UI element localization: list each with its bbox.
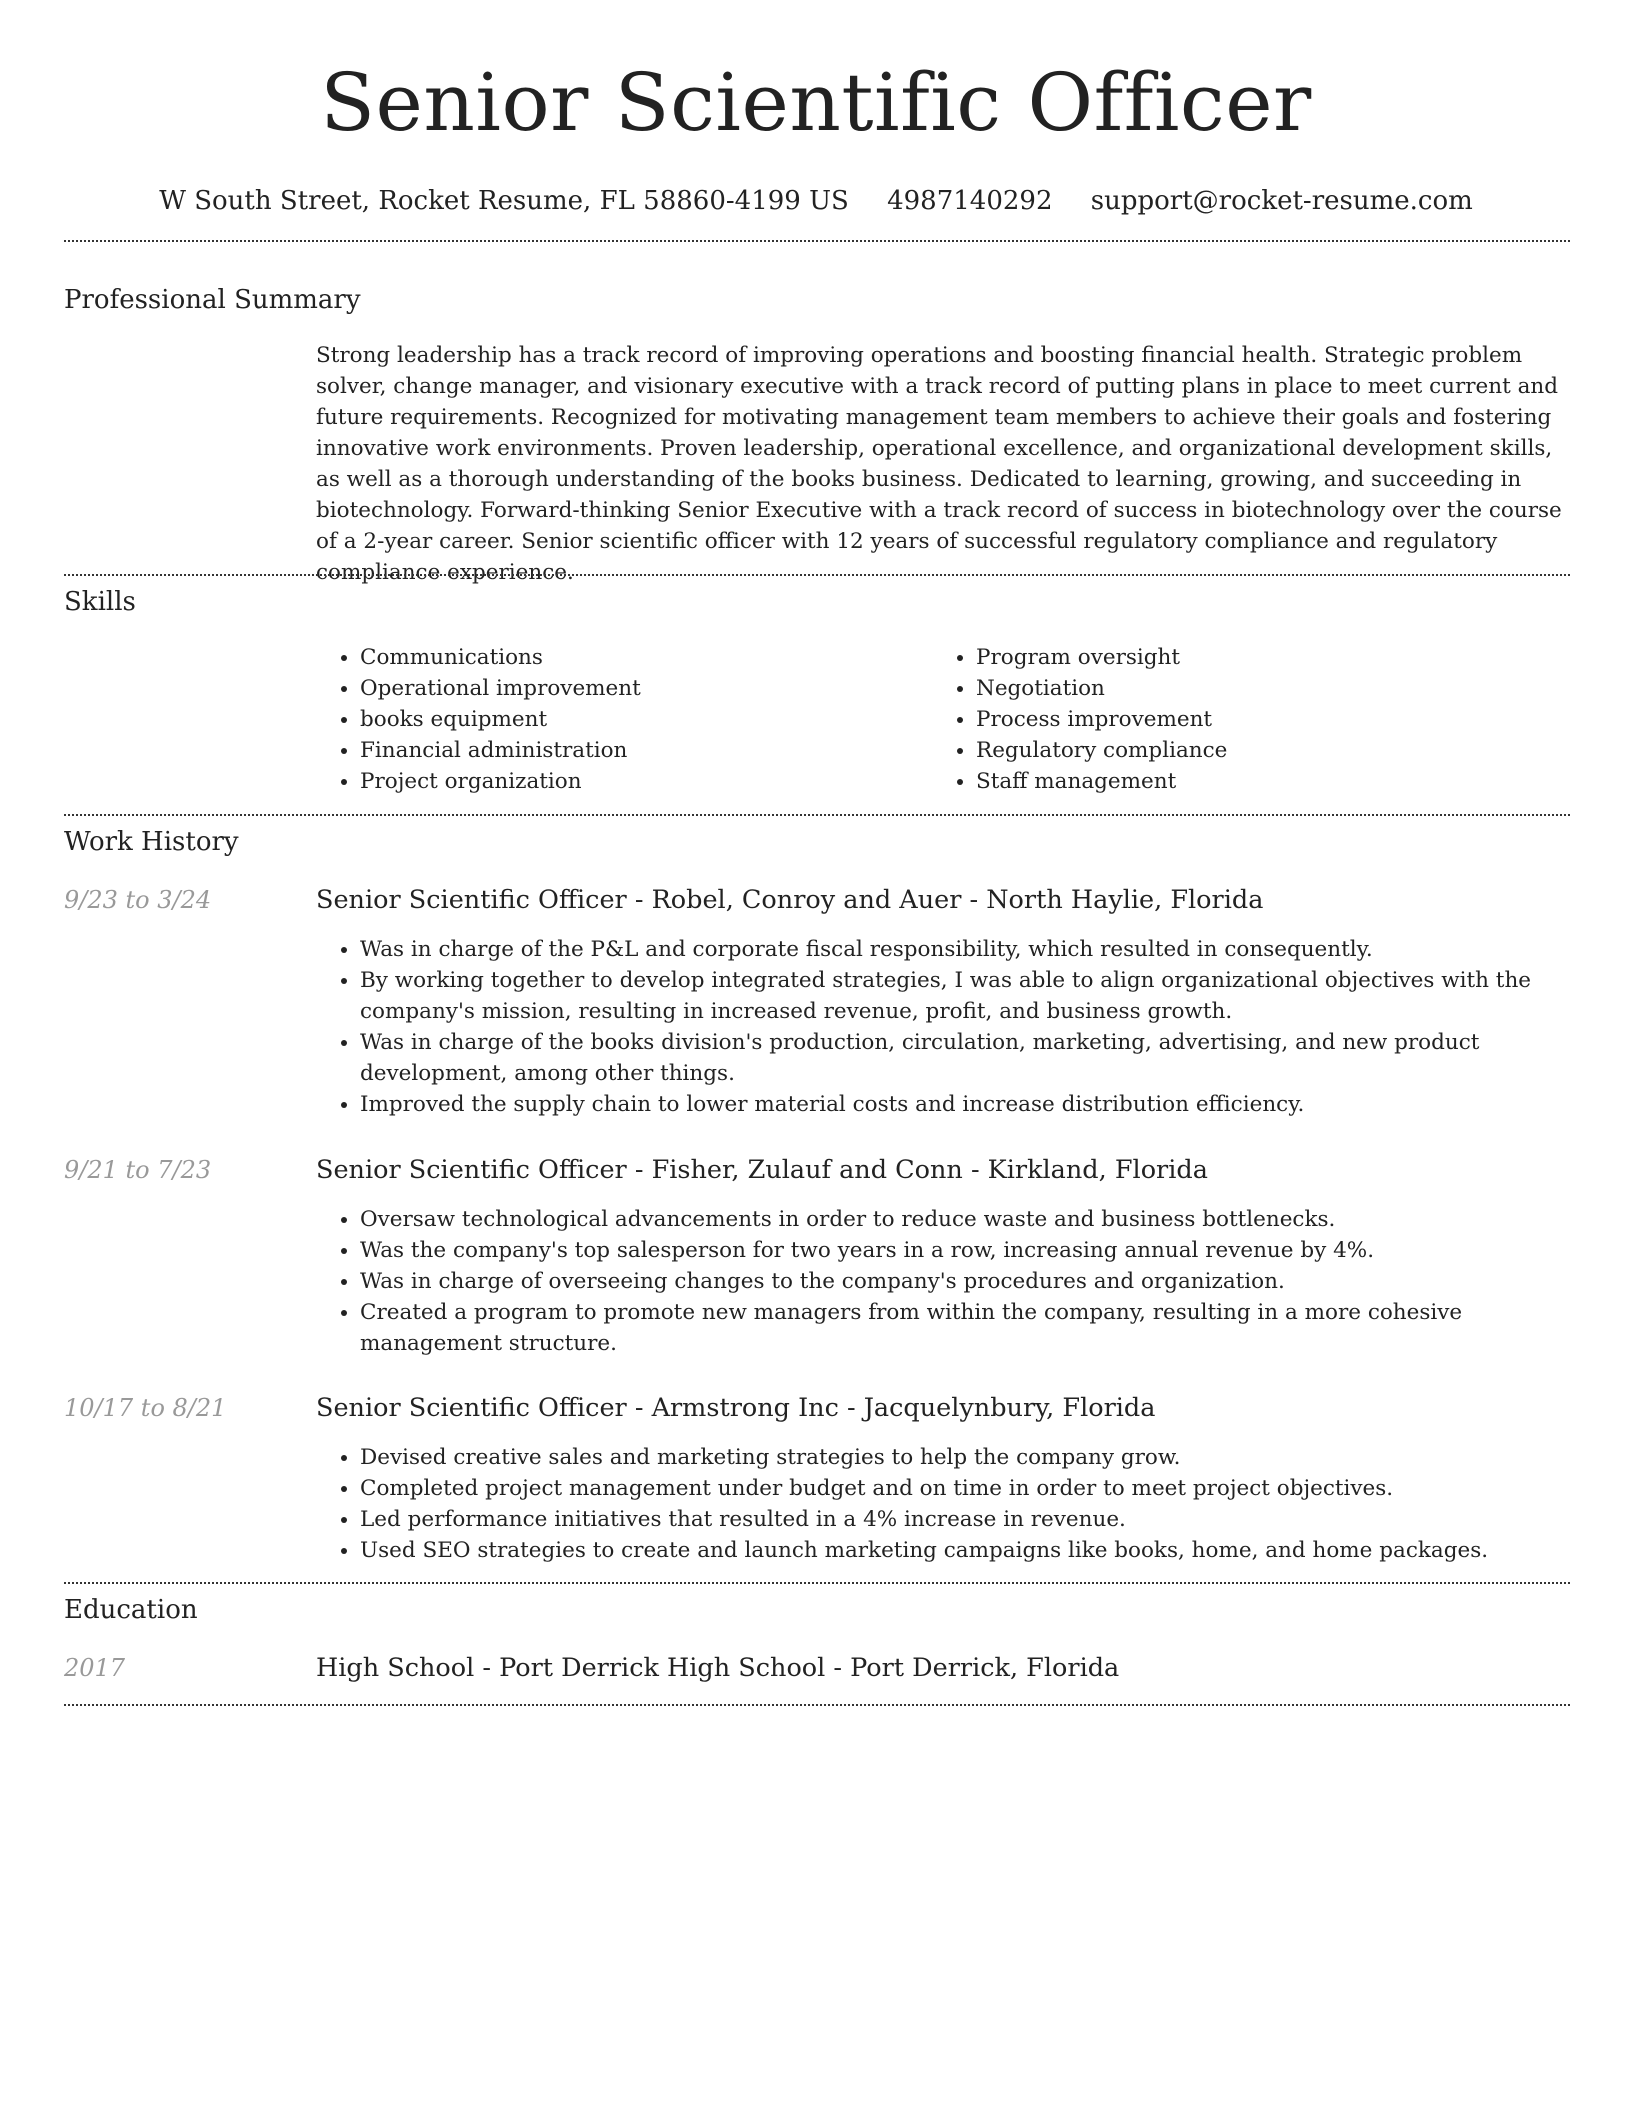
section-title-work: Work History (64, 827, 239, 857)
contact-email: support@rocket-resume.com (1090, 186, 1473, 216)
skill-item: • Regulatory compliance (976, 735, 1576, 766)
job-heading: Senior Scientific Officer - Fisher, Zulauf and Conn - Kirkland, Florida (316, 1155, 1208, 1185)
job-bullet: • Created a program to promote new managers from within the company, resulting in a more cohesive management structure. (360, 1297, 1572, 1359)
section-title-skills: Skills (64, 587, 136, 617)
divider (64, 240, 1570, 242)
job-bullet: • Was in charge of the P&L and corporate fiscal responsibility, which resulted in consequently. (360, 934, 1572, 965)
job-bullet: • Used SEO strategies to create and launch marketing campaigns like books, home, and home packages. (360, 1535, 1572, 1566)
skill-item: • Staff management (976, 766, 1576, 797)
job-bullet: • Was in charge of overseeing changes to the company's procedures and organization. (360, 1266, 1572, 1297)
skill-item: • Process improvement (976, 704, 1576, 735)
skills-list-left (316, 642, 960, 797)
resume-name: Senior Scientific Officer (320, 56, 1312, 149)
skill-item: • books equipment (360, 704, 960, 735)
skill-item: • Negotiation (976, 673, 1576, 704)
skill-item: • Financial administration (360, 735, 960, 766)
education-year: 2017 (64, 1654, 126, 1682)
skill-item: • Project organization (360, 766, 960, 797)
job-bullet: • By working together to develop integrated strategies, I was able to align organizational objectives with the company's mission, resulting in increased revenue, profit, and business growth. (360, 965, 1572, 1027)
job-heading: Senior Scientific Officer - Armstrong Inc - Jacquelynbury, Florida (316, 1393, 1156, 1423)
contact-line (0, 184, 1632, 218)
skill-item: • Program oversight (976, 642, 1576, 673)
divider (64, 1704, 1570, 1706)
job-bullet: • Devised creative sales and marketing strategies to help the company grow. (360, 1442, 1572, 1473)
job-bullets (316, 1442, 1572, 1566)
skills-list-right (932, 642, 1576, 797)
job-bullet: • Oversaw technological advancements in order to reduce waste and business bottlenecks. (360, 1204, 1572, 1235)
job-bullet: • Led performance initiatives that resulted in a 4% increase in revenue. (360, 1504, 1572, 1535)
contact-phone: 4987140292 (887, 186, 1053, 216)
job-dates: 10/17 to 8/21 (64, 1394, 227, 1422)
education-heading: High School - Port Derrick High School - Port Derrick, Florida (316, 1653, 1120, 1683)
contact-address: W South Street, Rocket Resume, FL 58860-4199 US (159, 186, 849, 216)
divider (64, 1582, 1570, 1584)
job-bullets (316, 1204, 1572, 1359)
job-heading: Senior Scientific Officer - Robel, Conroy and Auer - North Haylie, Florida (316, 885, 1264, 915)
job-bullet: • Completed project management under budget and on time in order to meet project objectives. (360, 1473, 1572, 1504)
divider (64, 814, 1570, 816)
skill-item: • Operational improvement (360, 673, 960, 704)
section-title-education: Education (64, 1595, 198, 1625)
job-bullets (316, 934, 1572, 1120)
job-bullet: • Was the company's top salesperson for two years in a row, increasing annual revenue by 4%. (360, 1235, 1572, 1266)
summary-text: Strong leadership has a track record of improving operations and boosting financial health. Strategic problem solver, change manager, and visionary executive with a track record of putting plans in place to meet current and future requirements. Recognized for motivating management team members to achieve their goals and fostering innovative work environments. Proven leadership, operational excellence, and organizational development skills, as well as a thorough understanding of the books business. Dedicated to learning, growing, and succeeding in biotechnology. Forward-thinking Senior Executive with a track record of success in biotechnology over the course of a 2-year career. Senior scientific officer with 12 years of successful regulatory compliance and regulatory compliance experience. (316, 343, 1562, 585)
job-bullet: • Was in charge of the books division's production, circulation, marketing, advertising, and new product development, among other things. (360, 1027, 1572, 1089)
job-bullet: • Improved the supply chain to lower material costs and increase distribution efficiency. (360, 1089, 1572, 1120)
divider (64, 574, 1570, 576)
job-dates: 9/23 to 3/24 (64, 886, 212, 914)
skill-item: • Communications (360, 642, 960, 673)
job-dates: 9/21 to 7/23 (64, 1156, 212, 1184)
section-title-summary: Professional Summary (64, 285, 361, 315)
